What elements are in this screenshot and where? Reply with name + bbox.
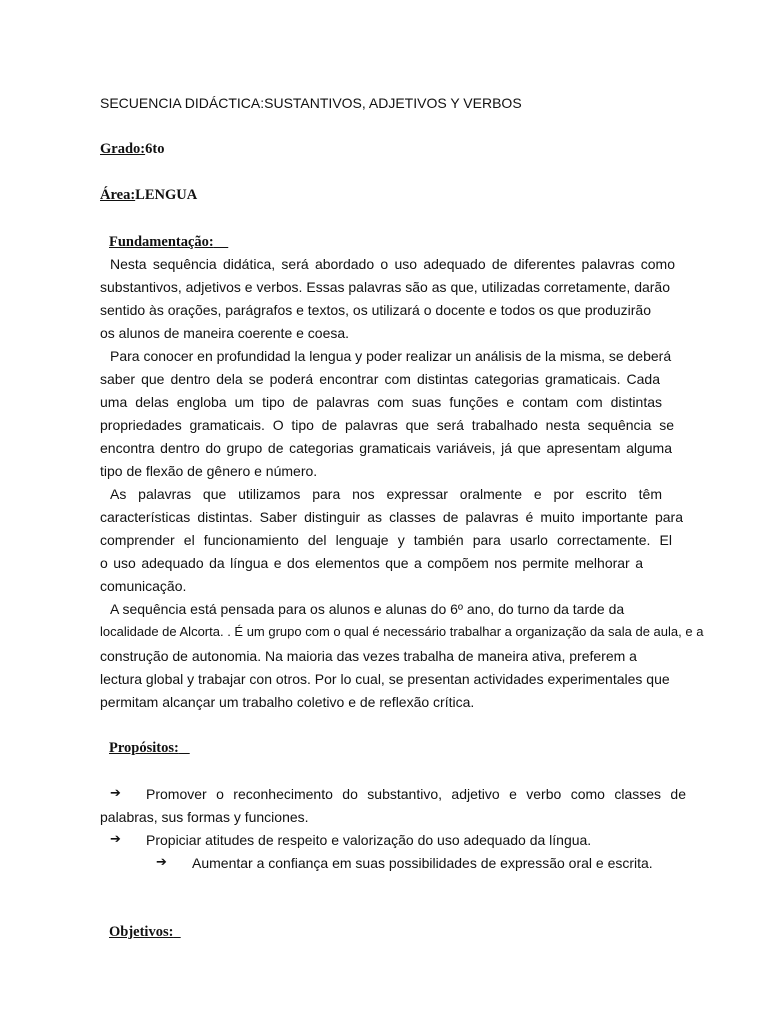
paragraph-line: localidade de Alcorta. . É um grupo com o qual é necessário trabalhar a organização da sala de aula, e a [100, 624, 704, 639]
objetivos-heading [109, 923, 181, 941]
grado-value: 6to [145, 141, 165, 157]
list-item: Promover o reconhecimento do substantivo, adjetivo e verbo como classes de [146, 786, 686, 802]
paragraph-line: permitam alcançar um trabalho coletivo e de reflexão crítica. [100, 694, 475, 710]
paragraph-line: A sequência está pensada para os alunos e alunas do 6º ano, do turno da tarde da [110, 601, 625, 617]
list-item: Propiciar atitudes de respeito e valorização do uso adequado da língua. [146, 832, 592, 848]
arrow-bullet-icon: ➔ [110, 832, 121, 847]
area-value: LENGUA [135, 187, 198, 203]
paragraph-line: tipo de flexão de gênero e número. [100, 463, 318, 479]
paragraph-line: encontra dentro do grupo de categorias gramaticais variáveis, já que apresentam alguma [100, 440, 672, 456]
arrow-bullet-icon: ➔ [156, 855, 167, 870]
propositos-heading-text: Propósitos: [109, 740, 179, 756]
paragraph-line: o uso adequado da língua e dos elementos que a compõem nos permite melhorar a [100, 555, 643, 571]
paragraph-line: Para conocer en profundidad la lengua y poder realizar un análisis de la misma, se deberá [110, 348, 672, 364]
propositos-heading [109, 739, 190, 757]
arrow-bullet-icon: ➔ [110, 786, 121, 801]
paragraph-line: saber que dentro dela se poderá encontrar com distintas categorias gramaticais. Cada [100, 371, 660, 387]
paragraph-line: sentido às orações, parágrafos e textos, os utilizará o docente e todos os que produzirão [100, 302, 652, 318]
paragraph-line: propriedades gramaticais. O tipo de palavras que será trabalhado nesta sequência se [100, 417, 674, 433]
paragraph-line: lectura global y trabajar con otros. Por lo cual, se presentan actividades experimentales que [100, 671, 670, 687]
paragraph-line: As palavras que utilizamos para nos expressar oralmente e por escrito têm [110, 486, 662, 502]
area-label: Área: [100, 187, 136, 203]
area-line [100, 186, 197, 204]
list-item-continuation: palabras, sus formas y funciones. [100, 809, 309, 825]
grado-label: Grado: [100, 141, 146, 157]
paragraph-line: comprender el funcionamiento del lenguaje y también para usarlo correctamente. El [100, 532, 672, 548]
paragraph-line: comunicação. [100, 578, 187, 594]
paragraph-line: características distintas. Saber distinguir as classes de palavras é muito importante para [100, 509, 683, 525]
paragraph-line: os alunos de maneira coerente e coesa. [100, 325, 350, 341]
document-title: SECUENCIA DIDÁCTICA:SUSTANTIVOS, ADJETIVOS Y VERBOS [100, 95, 522, 111]
paragraph-line: construção de autonomia. Na maioria das vezes trabalha de maneira ativa, preferem a [100, 648, 637, 664]
paragraph-line: Nesta sequência didática, será abordado o uso adequado de diferentes palavras como [110, 256, 675, 272]
list-item: Aumentar a confiança em suas possibilidades de expressão oral e escrita. [192, 855, 653, 871]
paragraph-line: substantivos, adjetivos e verbos. Essas palavras são as que, utilizadas corretamente, darão [100, 279, 670, 295]
fundamentacion-heading-text: Fundamentação: [109, 234, 214, 250]
paragraph-line: uma delas engloba um tipo de palavras com suas funções e contam com distintas [100, 394, 662, 410]
fundamentacion-heading [109, 233, 228, 251]
grado-line [100, 140, 164, 158]
objetivos-heading-text: Objetivos: [109, 924, 174, 940]
